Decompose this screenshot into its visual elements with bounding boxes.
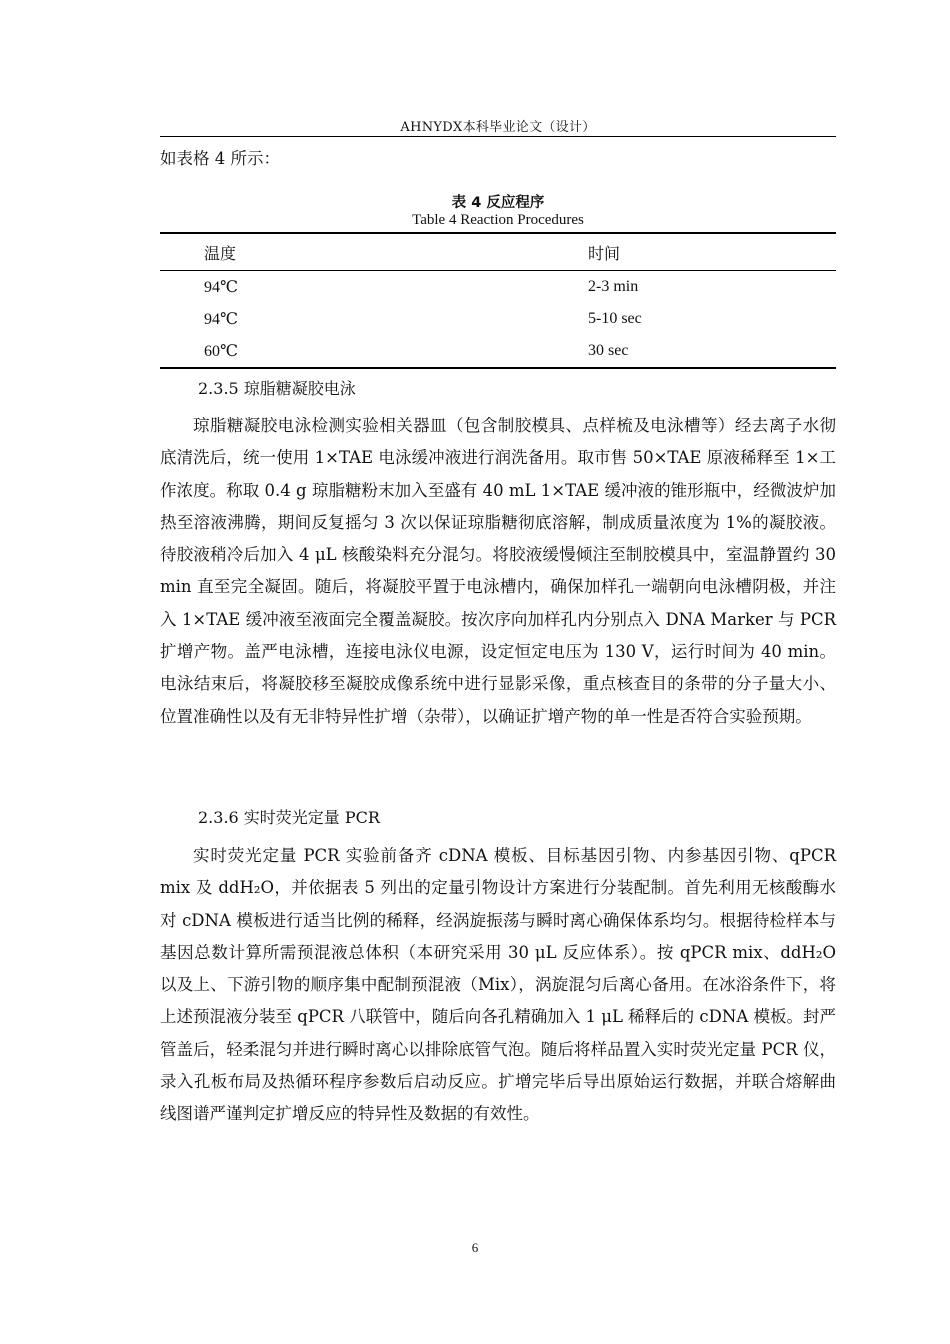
table-caption-en: Table 4 Reaction Procedures [412,212,584,228]
table-row [160,335,836,368]
section-heading-2-3-6: 2.3.6 实时荧光定量 PCR [198,808,380,827]
header-title: AHNYDX本科毕业论文（设计） [400,120,596,135]
column-header-time: 时间 [588,245,621,263]
column-header-temperature: 温度 [204,245,237,263]
header-divider [160,136,836,137]
table-cell-time: 2-3 min [588,278,639,295]
table-header-row [160,233,836,271]
table-cell-temperature: 60℃ [204,343,238,360]
page-number: 6 [471,1240,479,1255]
reaction-procedures-table [160,232,836,369]
table-row [160,303,836,335]
table-cell-time: 5-10 sec [588,310,642,327]
section-heading-2-3-5: 2.3.5 琼脂糖凝胶电泳 [198,379,356,398]
table-caption-zh: 表 4 反应程序 [451,195,545,211]
section-paragraph-qpcr: 实时荧光定量 PCR 实验前备齐 cDNA 模板、目标基因引物、内参基因引物、qPCR mix 及 ddH₂O，并依据表 5 列出的定量引物设计方案进行分装配制。首先利用无核酸酶水对 cDNA 模板进行适当比例的稀释，经涡旋振荡与瞬时离心确保体系均匀。根据待检样本与基因总数计算所需预混液总体积（本研究采用 30 μL 反应体系）。按 qPCR mix、ddH₂O 以及上、下游引物的顺序集中配制预混液（Mix），涡旋混匀后离心备用。在冰浴条件下，将上述预混液分装至 qPCR 八联管中，随后向各孔精确加入 1 μL 稀释后的 cDNA 模板。封严管盖后，轻柔混匀并进行瞬时离心以排除底管气泡。随后将样品置入实时荧光定量 PCR 仪，录入孔板布局及热循环程序参数后启动反应。扩增完毕后导出原始运行数据，并联合熔解曲线图谱严谨判定扩增反应的特异性及数据的有效性。 [160,846,836,1124]
table-row [160,271,836,304]
table-cell-temperature: 94℃ [204,279,238,296]
section-paragraph-agarose-gel: 琼脂糖凝胶电泳检测实验相关器皿（包含制胶模具、点样梳及电泳槽等）经去离子水彻底清洗后，统一使用 1×TAE 电泳缓冲液进行润洗备用。取市售 50×TAE 原液稀释至 1×工作浓度。称取 0.4 g 琼脂糖粉末加入至盛有 40 mL 1×TAE 缓冲液的锥形瓶中，经微波炉加热至溶液沸腾，期间反复摇匀 3 次以保证琼脂糖彻底溶解，制成质量浓度为 1%的凝胶液。待胶液稍冷后加入 4 μL 核酸染料充分混匀。将胶液缓慢倾注至制胶模具中，室温静置约 30 min 直至完全凝固。随后，将凝胶平置于电泳槽内，确保加样孔一端朝向电泳槽阴极，并注入 1×TAE 缓冲液至液面完全覆盖凝胶。按次序向加样孔内分别点入 DNA Marker 与 PCR 扩增产物。盖严电泳槽，连接电泳仪电源，设定恒定电压为 130 V，运行时间为 40 min。电泳结束后，将凝胶移至凝胶成像系统中进行显影采像，重点核查目的条带的分子量大小、位置准确性以及有无非特异性扩增（杂带），以确证扩增产物的单一性是否符合实验预期。 [160,416,836,726]
table-cell-time: 30 sec [588,342,629,359]
lead-text: 如表格 4 所示： [160,149,280,168]
table-cell-temperature: 94℃ [204,311,238,328]
